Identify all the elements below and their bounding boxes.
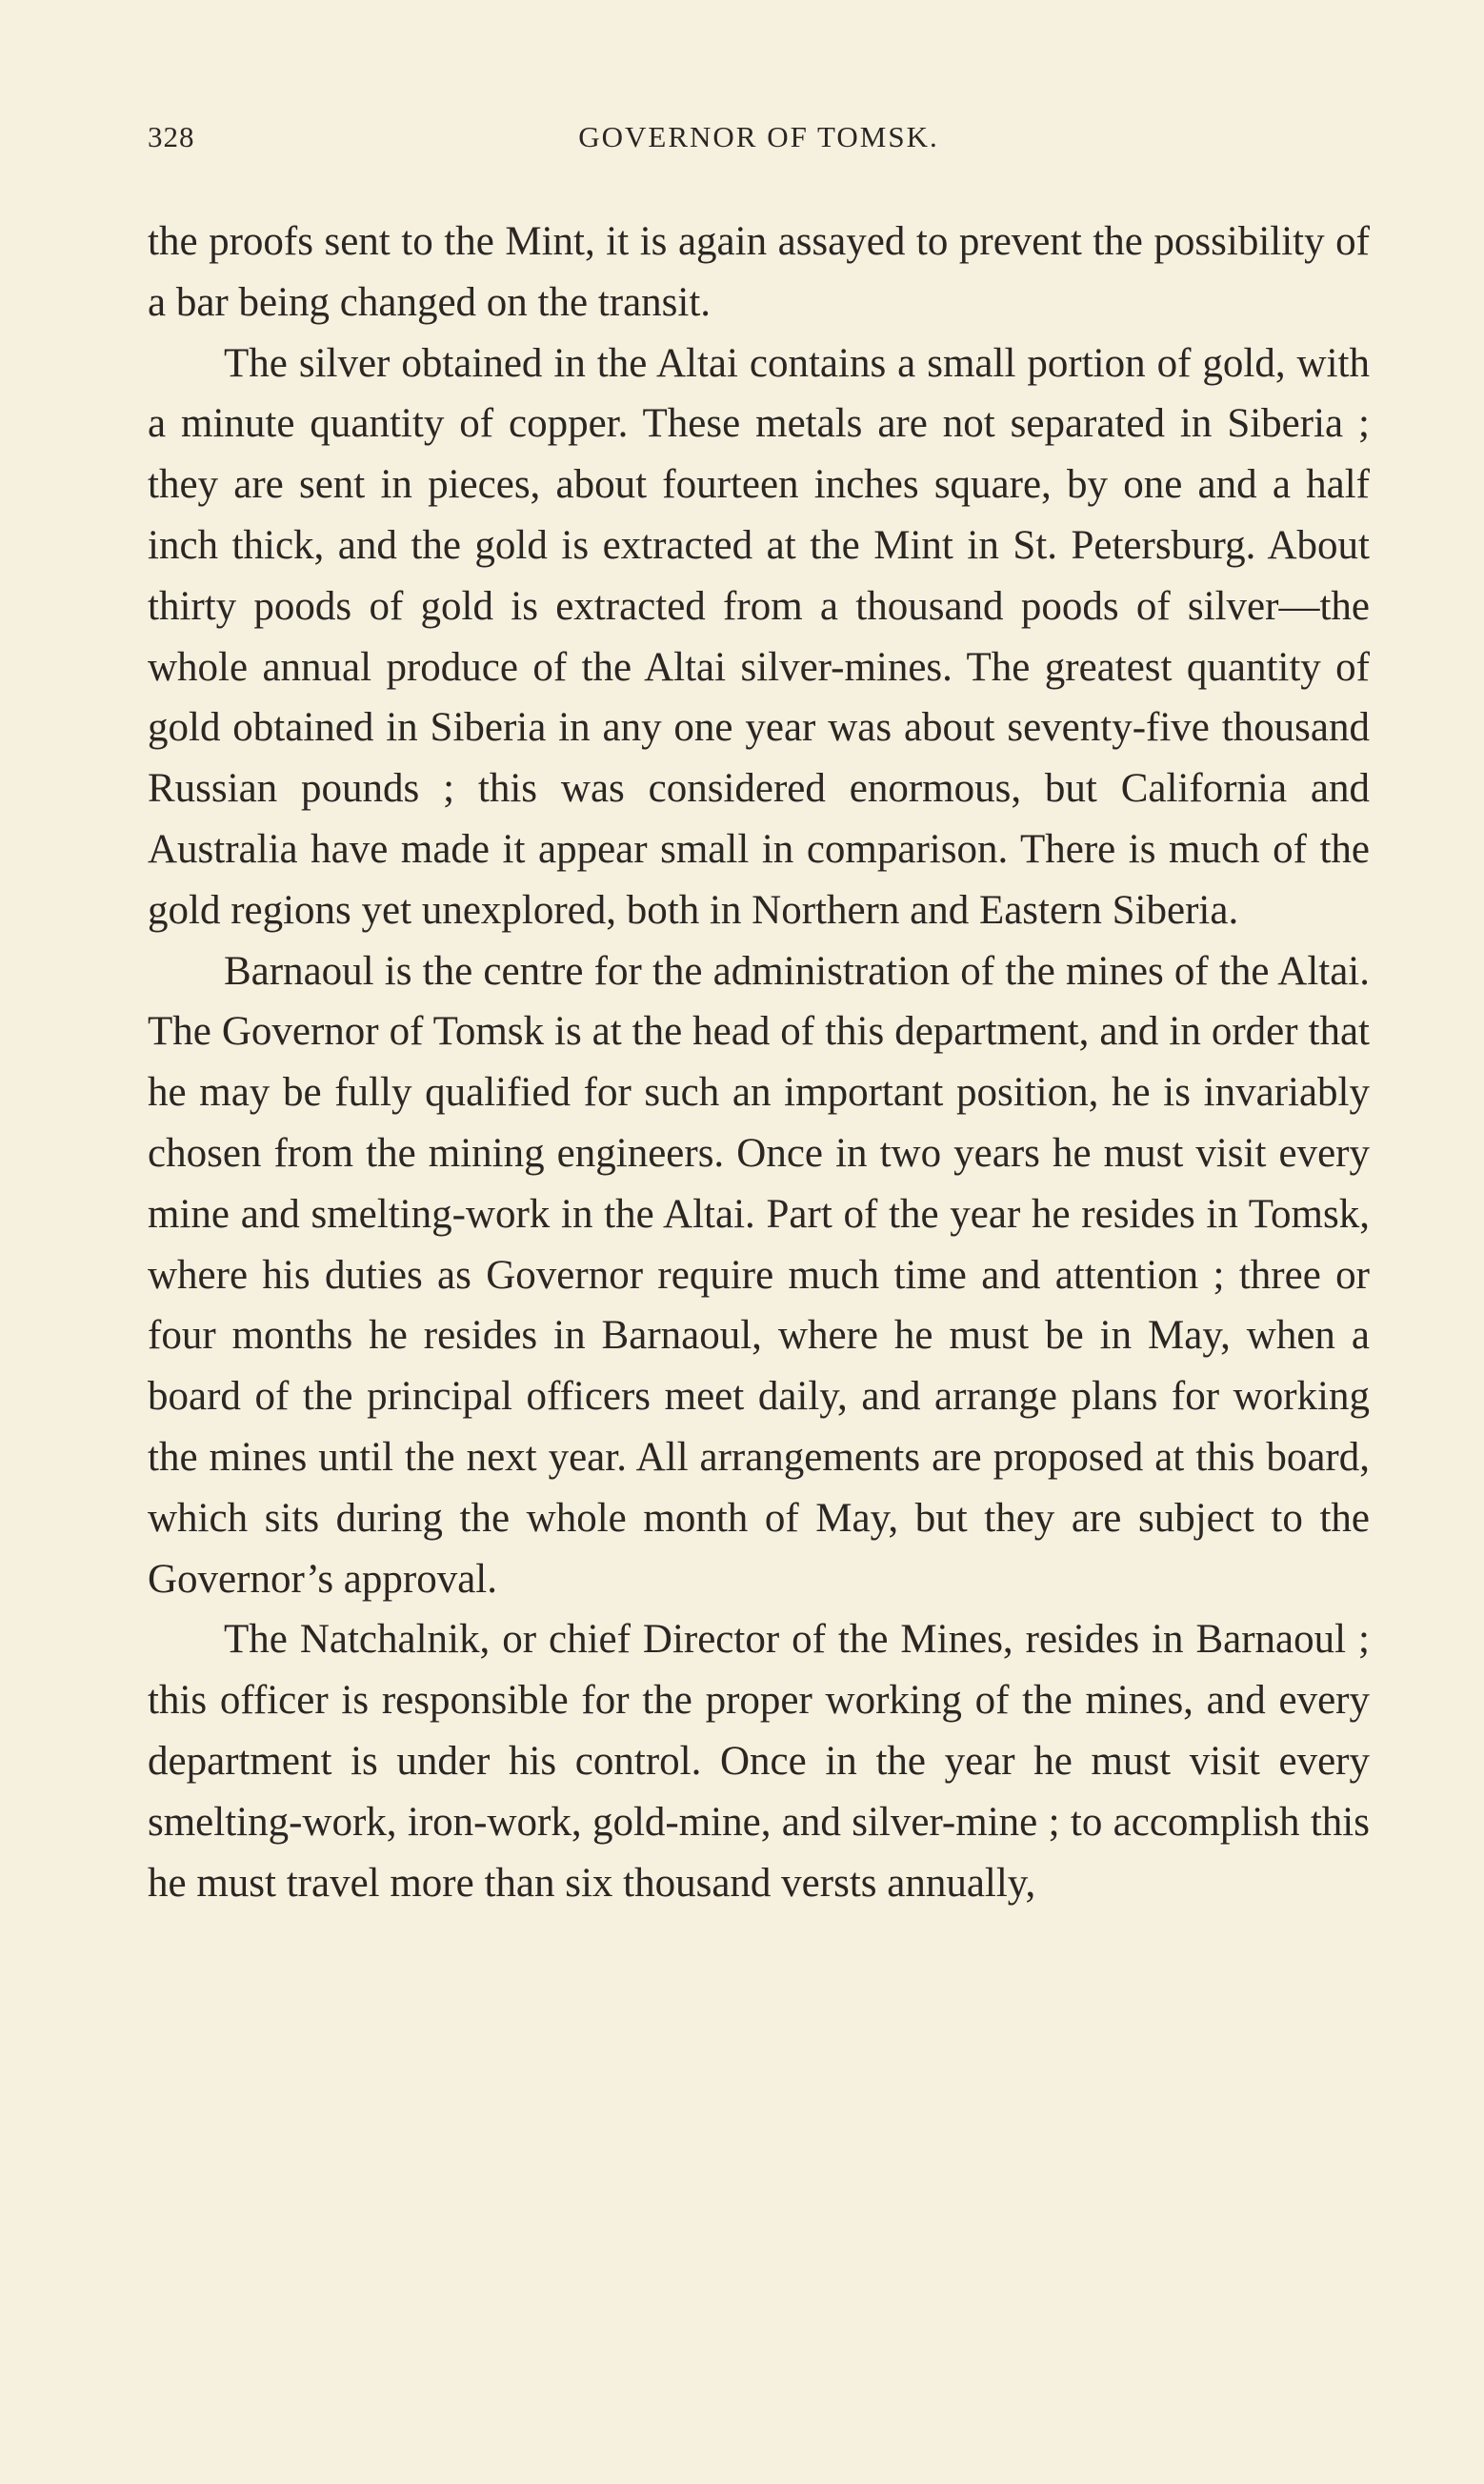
running-title: GOVERNOR OF TOMSK.: [578, 120, 939, 153]
paragraph-altai-silver: The silver obtained in the Altai contains a small portion of gold, with a minute quantity of copper. These metals are not separated in Siberia ; they are sent in pieces, about fourteen inches square, by one and a half inch thick, and the gold is extracted at the Mint in St. Petersburg. About thirty poods of gold is extracted from a thousand poods of silver—the whole annual produce of the Altai silver-mines. The greatest quantity of gold obtained in Siberia in any one year was about seventy-five thousand Russian pounds ; this was considered enormous, but California and Australia have made it appear small in comparison. There is much of the gold regions yet unexplored, both in Northern and Eastern Siberia.: [148, 340, 1370, 933]
paragraph-barnaoul-administration: Barnaoul is the centre for the administration of the mines of the Altai. The Governor of Tomsk is at the head of this department, and in order that he may be fully qualified for such an important position, he is invariably chosen from the mining engineers. Once in two years he must visit every mine and smelting-work in the Altai. Part of the year he resides in Tomsk, where his duties as Governor require much time and attention ; three or four months he resides in Barnaoul, where he must be in May, when a board of the principal officers meet daily, and arrange plans for working the mines until the next year. All arrangements are proposed at this board, which sits during the whole month of May, but they are subject to the Governor’s approval.: [148, 948, 1370, 1602]
paragraph-natchalnik: The Natchalnik, or chief Director of the Mines, resides in Barnaoul ; this officer is responsible for the proper working of the mines, and every department is under his control. Once in the year he must visit every smelting-work, iron-work, gold-mine, and silver-mine ; to accomplish this he must travel more than six thousand versts annually,: [148, 1617, 1370, 1906]
body-text: [148, 212, 1370, 1913]
running-head: [148, 120, 1370, 158]
paragraph-continued: the proofs sent to the Mint, it is again assayed to prevent the possibility of a bar being changed on the transit.: [148, 219, 1370, 325]
page-number: 328: [148, 120, 195, 153]
